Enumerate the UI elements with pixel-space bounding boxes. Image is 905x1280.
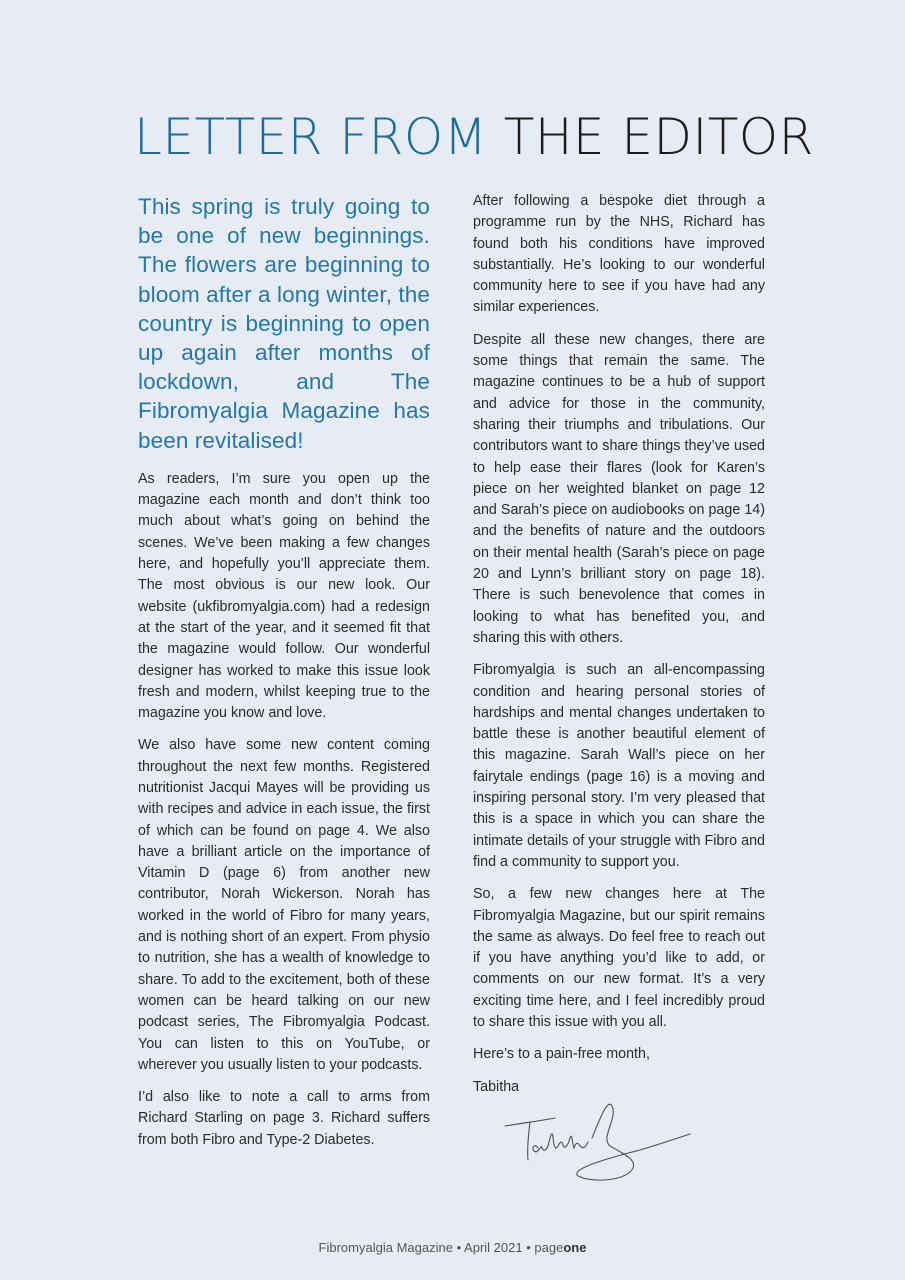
intro-paragraph: This spring is truly going to be one of new beginnings. The flowers are beginning to bloom after a long winter, the country is beginning to open up again after months of lockdown, and The Fibromyalgia Magazine has been revitalised! bbox=[138, 194, 430, 453]
footer-separator: • bbox=[456, 1240, 462, 1255]
title-part-1: LETTER FROM bbox=[134, 108, 488, 166]
footer-date: April 2021 bbox=[464, 1240, 523, 1255]
signoff-name: Tabitha bbox=[473, 1078, 520, 1095]
body-paragraph: So, a few new changes here at The Fibromyalgia Magazine, but our spirit remains the same as always. Do feel free to reach out if you have anything you’d like to add, or comments on our new format. It’s a very exciting time here, and I feel incredibly proud to share this issue with you all. bbox=[473, 886, 765, 1030]
body-paragraph: After following a bespoke diet through a programme run by the NHS, Richard has found both his conditions have improved substantially. He’s looking to our wonderful community here to see if you have had any similar experiences. bbox=[473, 193, 765, 316]
signature-image bbox=[500, 1098, 695, 1188]
left-column bbox=[138, 192, 430, 1162]
page-title bbox=[134, 108, 814, 166]
footer-page-word: one bbox=[563, 1240, 587, 1255]
body-paragraph: We also have some new content coming throughout the next few months. Registered nutritionist Jacqui Mayes will be providing us with recipes and advice in each issue, the first of which can be found on page 4. We also have a brilliant article on the importance of Vitamin D (page 6) from another new contributor, Norah Wickerson. Norah has worked in the world of Fibro for many years, and is nothing short of an expert. From physio to nutrition, she has a wealth of knowledge to share. To add to the excitement, both of these women can be heard talking on our new podcast series, The Fibromyalgia Podcast. You can listen to this on YouTube, or wherever you usually listen to your podcasts. bbox=[138, 737, 430, 1073]
body-paragraph: I’d also like to note a call to arms from Richard Starling on page 3. Richard suffers from both Fibro and Type-2 Diabetes. bbox=[138, 1089, 430, 1148]
closing-line: Here’s to a pain-free month, bbox=[473, 1046, 650, 1063]
footer-separator: • bbox=[526, 1240, 531, 1255]
body-paragraph: Fibromyalgia is such an all-encompassing condition and hearing personal stories of hardships and mental changes undertaken to battle these is another beautiful element of this magazine. Sarah Wall’s piece on her fairytale endings (page 16) is a moving and inspiring personal story. I’m very pleased that this is a space in which you can share the intimate details of your struggle with Fibro and find a community to support you. bbox=[473, 662, 765, 870]
footer-magazine: Fibromyalgia Magazine bbox=[318, 1240, 453, 1255]
footer-page bbox=[534, 1240, 586, 1255]
title-part-2: THE EDITOR bbox=[503, 108, 814, 166]
body-paragraph: As readers, I’m sure you open up the magazine each month and don’t think too much about what’s going on behind the scenes. We’ve been making a few changes here, and hopefully you’ll appreciate them. The most obvious is our new look. Our website (ukfibromyalgia.com) had a redesign at the start of the year, and it seemed fit that the magazine would follow. Our wonderful designer has worked to make this issue look fresh and modern, whilst keeping true to the magazine you know and love. bbox=[138, 470, 430, 722]
footer-page-prefix: page bbox=[534, 1240, 564, 1255]
body-paragraph: Despite all these new changes, there are some things that remain the same. The magazine continues to be a hub of support and advice for those in the community, sharing their triumphs and tribulations. Our contributors want to share things they’ve used to help ease their flares (look for Karen’s piece on her weighted blanket on page 12 and Sarah’s piece on audiobooks on page 14) and the benefits of nature and the outdoors on their mental health (Sarah’s piece on page 20 and Lynn’s brilliant story on page 18). There is such benevolence that comes in looking to what has benefited you, and sharing this with others. bbox=[473, 331, 765, 646]
right-column bbox=[473, 191, 765, 1109]
page-footer bbox=[0, 1240, 905, 1255]
